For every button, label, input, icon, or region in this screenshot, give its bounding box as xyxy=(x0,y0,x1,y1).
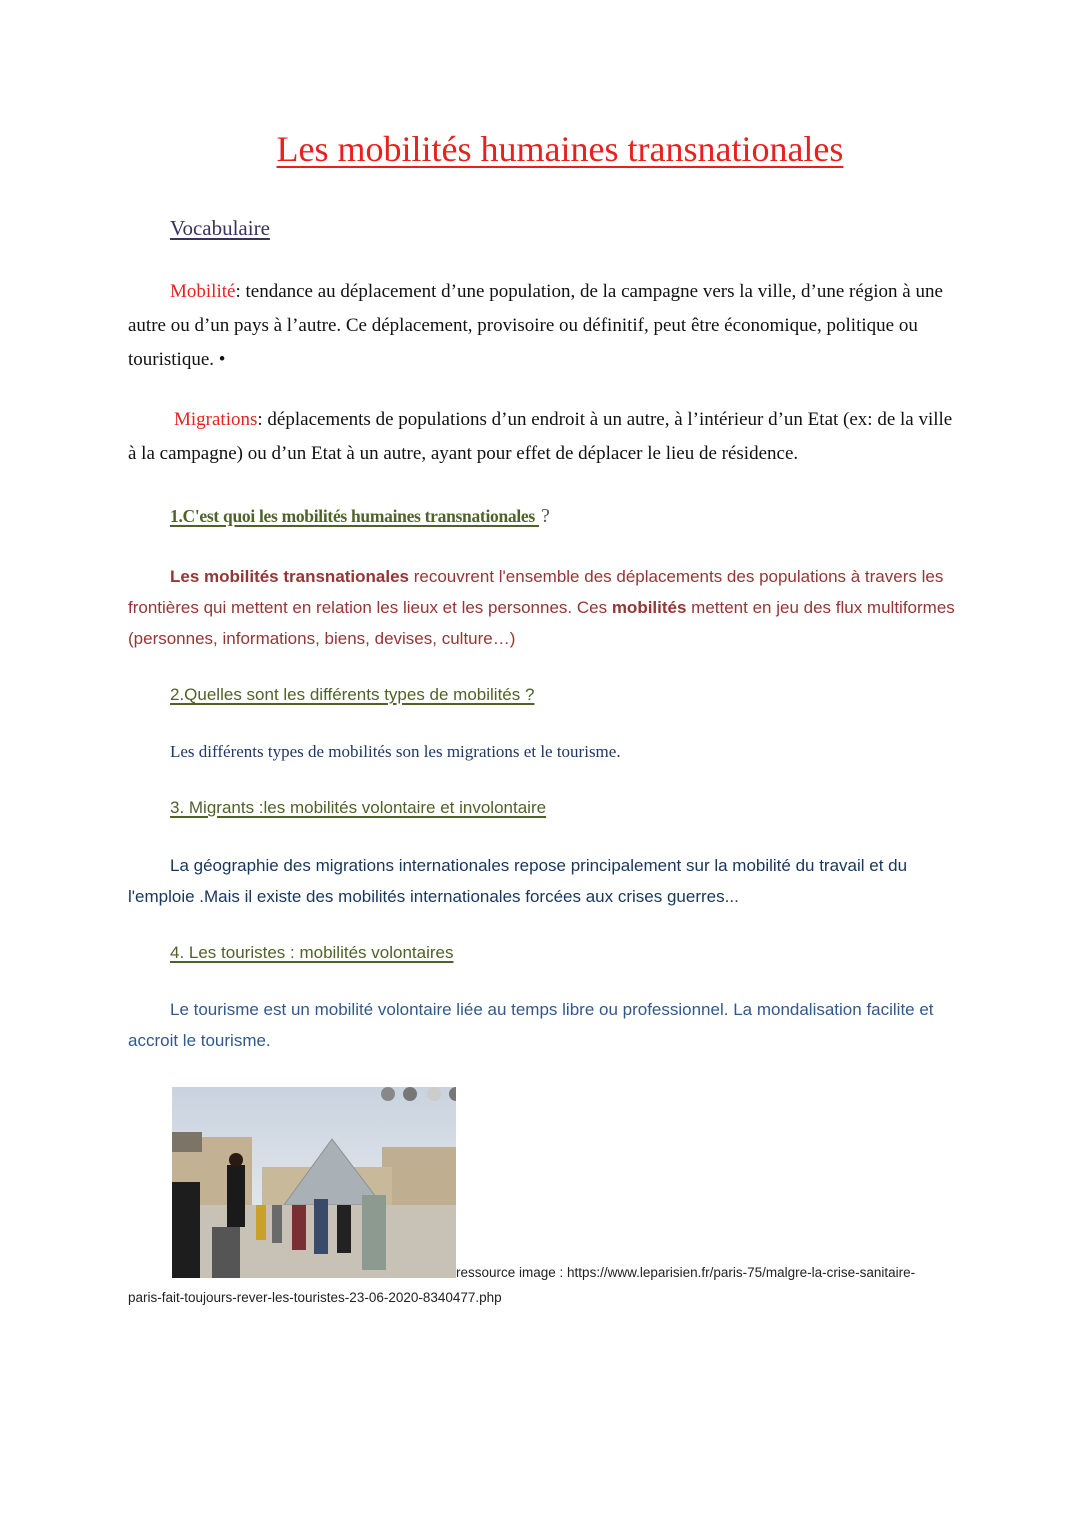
section-body-4 xyxy=(128,994,958,1056)
definition-mobilite xyxy=(128,275,958,377)
body-text: Le tourisme est un mobilité volontaire liée au temps libre ou professionnel. La mondalisation facilite et accroit le tourisme. xyxy=(128,1000,934,1050)
definition-term: Mobilité xyxy=(170,281,236,302)
vocabulary-heading: Vocabulaire xyxy=(170,216,270,240)
photo-illustration xyxy=(172,1087,456,1278)
louvre-tourists-photo xyxy=(172,1087,456,1278)
bold-term: mobilités xyxy=(611,598,687,617)
image-caption: ressource image : https://www.leparisien.fr/paris-75/malgre-la-crise-sanitaire- xyxy=(456,1265,916,1280)
definition-text: : tendance au déplacement d’une population, de la campagne vers la ville, d’une région à une autre ou d’un pays à l’autre. Ce déplacement, provisoire ou définitif, peut être économique, politique ou touristique. • xyxy=(128,281,943,370)
body-text: mettent en jeu des flux multiformes (personnes, informations, biens, devises, culture…) xyxy=(128,598,955,648)
section-heading-4: 4. Les touristes : mobilités volontaires xyxy=(170,943,454,962)
definition-text: : déplacements de populations d’un endroit à un autre, à l’intérieur d’un Etat (ex: de la ville à la campagne) ou d’un Etat à un autre, ayant pour effet de déplacer le lieu de résidence. xyxy=(128,409,953,464)
bold-term: Les mobilités transnationales xyxy=(170,567,410,586)
section-heading-2: 2.Quelles sont les différents types de mobilités ? xyxy=(170,685,535,704)
definition-term: Migrations xyxy=(174,409,258,430)
page-title: Les mobilités humaines transnationales xyxy=(276,129,844,169)
section-heading-3: 3. Migrants :les mobilités volontaire et involontaire xyxy=(170,798,547,817)
image-caption-continued: paris-fait-toujours-rever-les-touristes-23-06-2020-8340477.php xyxy=(128,1290,502,1305)
section-heading-1 xyxy=(170,505,1000,528)
body-text: La géographie des migrations internationales repose principalement sur la mobilité du travail et du l'emploie .Mais il existe des mobilités internationales forcées aux crises guerres... xyxy=(128,856,908,906)
definition-migrations xyxy=(128,403,958,471)
section-body-3 xyxy=(128,850,958,912)
body-text: recouvrent l'ensemble des déplacements des populations à travers les frontières qui mettent en relation les lieux et les personnes. Ces xyxy=(128,567,944,617)
section-body-2: Les différents types de mobilités son les migrations et le tourisme. xyxy=(170,742,621,761)
heading-text: 1.C'est quoi les mobilités humaines transnationales xyxy=(170,506,539,526)
section-body-1 xyxy=(128,561,958,654)
heading-question-mark: ? xyxy=(540,505,550,527)
